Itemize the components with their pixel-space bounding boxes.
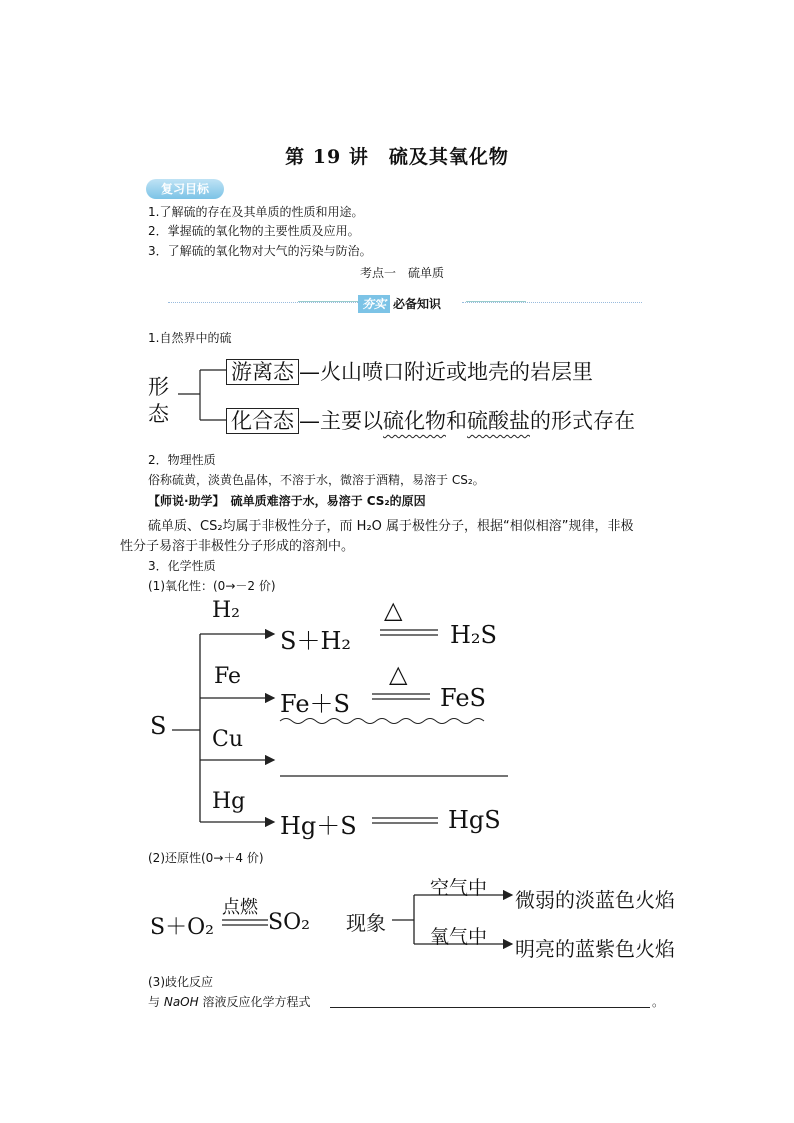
air-result: 微弱的淡蓝色火焰	[515, 888, 675, 912]
divider-left	[168, 302, 358, 303]
combined-desc-end: 的形式存在	[530, 409, 635, 433]
brace-label: 形	[148, 375, 169, 399]
combined-state-box: 化合态	[226, 408, 299, 434]
objective-item: 2．掌握硫的氧化物的主要性质及应用。	[148, 224, 360, 238]
naoh-row	[148, 993, 311, 1010]
kaodian-heading: 考点一 硫单质	[360, 266, 445, 280]
ignite-condition: 点燃	[222, 897, 258, 918]
reagent-hg: Hg	[212, 789, 246, 814]
free-state-row	[226, 356, 593, 386]
combined-state-row	[226, 405, 635, 435]
reagent-cu: Cu	[212, 727, 244, 752]
naoh-formula: NaOH	[163, 995, 199, 1009]
naoh-prefix: 与	[148, 995, 161, 1009]
chemical-heading: 3．化学性质	[148, 559, 216, 573]
oxygen-result: 明亮的蓝紫色火焰	[515, 937, 675, 961]
physical-heading: 2．物理性质	[148, 453, 216, 467]
physical-explain: 性分子易溶于非极性分子形成的溶剂中。	[120, 539, 355, 554]
divider-right	[462, 302, 642, 303]
disprop-heading: (3)歧化反应	[148, 975, 213, 989]
combined-desc: —主要以	[299, 409, 383, 433]
eq-h2-right: H₂S	[450, 621, 497, 649]
eq-fe-right: FeS	[440, 684, 486, 712]
eq-h2-left: S＋H₂	[280, 627, 351, 655]
sulfide-term: 硫化物	[383, 409, 446, 433]
objectives-badge: 复习目标	[146, 179, 224, 199]
tip-text: 硫单质难溶于水，易溶于 CS₂的原因	[230, 494, 426, 508]
naoh-end: 。	[652, 995, 665, 1009]
reducing-heading: (2)还原性(0→＋4 价)	[148, 851, 264, 865]
physical-desc: 俗称硫黄，淡黄色晶体，不溶于水，微溶于酒精，易溶于 CS₂。	[148, 473, 485, 487]
phenomenon-label: 现象	[346, 911, 386, 935]
objective-item: 3．了解硫的氧化物对大气的污染与防治。	[148, 244, 372, 258]
eq-hg-left: Hg＋S	[280, 812, 357, 840]
sulfate-term: 硫酸盐	[467, 409, 530, 433]
reduce-eq-sign	[220, 918, 270, 928]
reduce-eq-left: S＋O₂	[150, 915, 214, 940]
nature-bracket	[170, 360, 232, 430]
oxygen-label: 氧气中	[430, 926, 488, 948]
reagent-h2: H₂	[212, 598, 241, 623]
reduce-eq-right: SO₂	[268, 910, 310, 935]
page-title: 第 19 讲 硫及其氧化物	[285, 146, 509, 168]
heat-symbol: △	[384, 596, 403, 624]
combined-and: 和	[446, 409, 467, 433]
brace-label: 态	[148, 402, 169, 426]
sulfur-root: S	[150, 712, 167, 740]
physical-explain: 硫单质、CS₂均属于非极性分子，而 H₂O 属于极性分子，根据“相似相溶”规律，非极	[148, 519, 634, 534]
tip-row	[148, 492, 426, 509]
nature-heading: 1.自然界中的硫	[148, 331, 232, 345]
eq-hg-right: HgS	[448, 806, 501, 834]
free-state-box: 游离态	[226, 359, 299, 385]
free-state-desc: —火山喷口附近或地壳的岩层里	[299, 360, 593, 384]
objective-item: 1.了解硫的存在及其单质的性质和用途。	[148, 205, 364, 219]
air-label: 空气中	[430, 877, 488, 899]
heat-symbol: △	[389, 660, 408, 688]
section-tag-highlight: 夯实	[358, 295, 390, 313]
eq-fe-left: Fe＋S	[280, 690, 350, 718]
answer-blank[interactable]	[330, 1007, 650, 1008]
naoh-suffix: 溶液反应化学方程式	[202, 995, 311, 1009]
section-tag-text: 必备知识	[393, 297, 442, 311]
tip-label: 【师说·助学】	[148, 494, 219, 508]
reagent-fe: Fe	[214, 664, 242, 689]
oxidizing-heading: (1)氧化性：(0→－2 价)	[148, 579, 276, 593]
